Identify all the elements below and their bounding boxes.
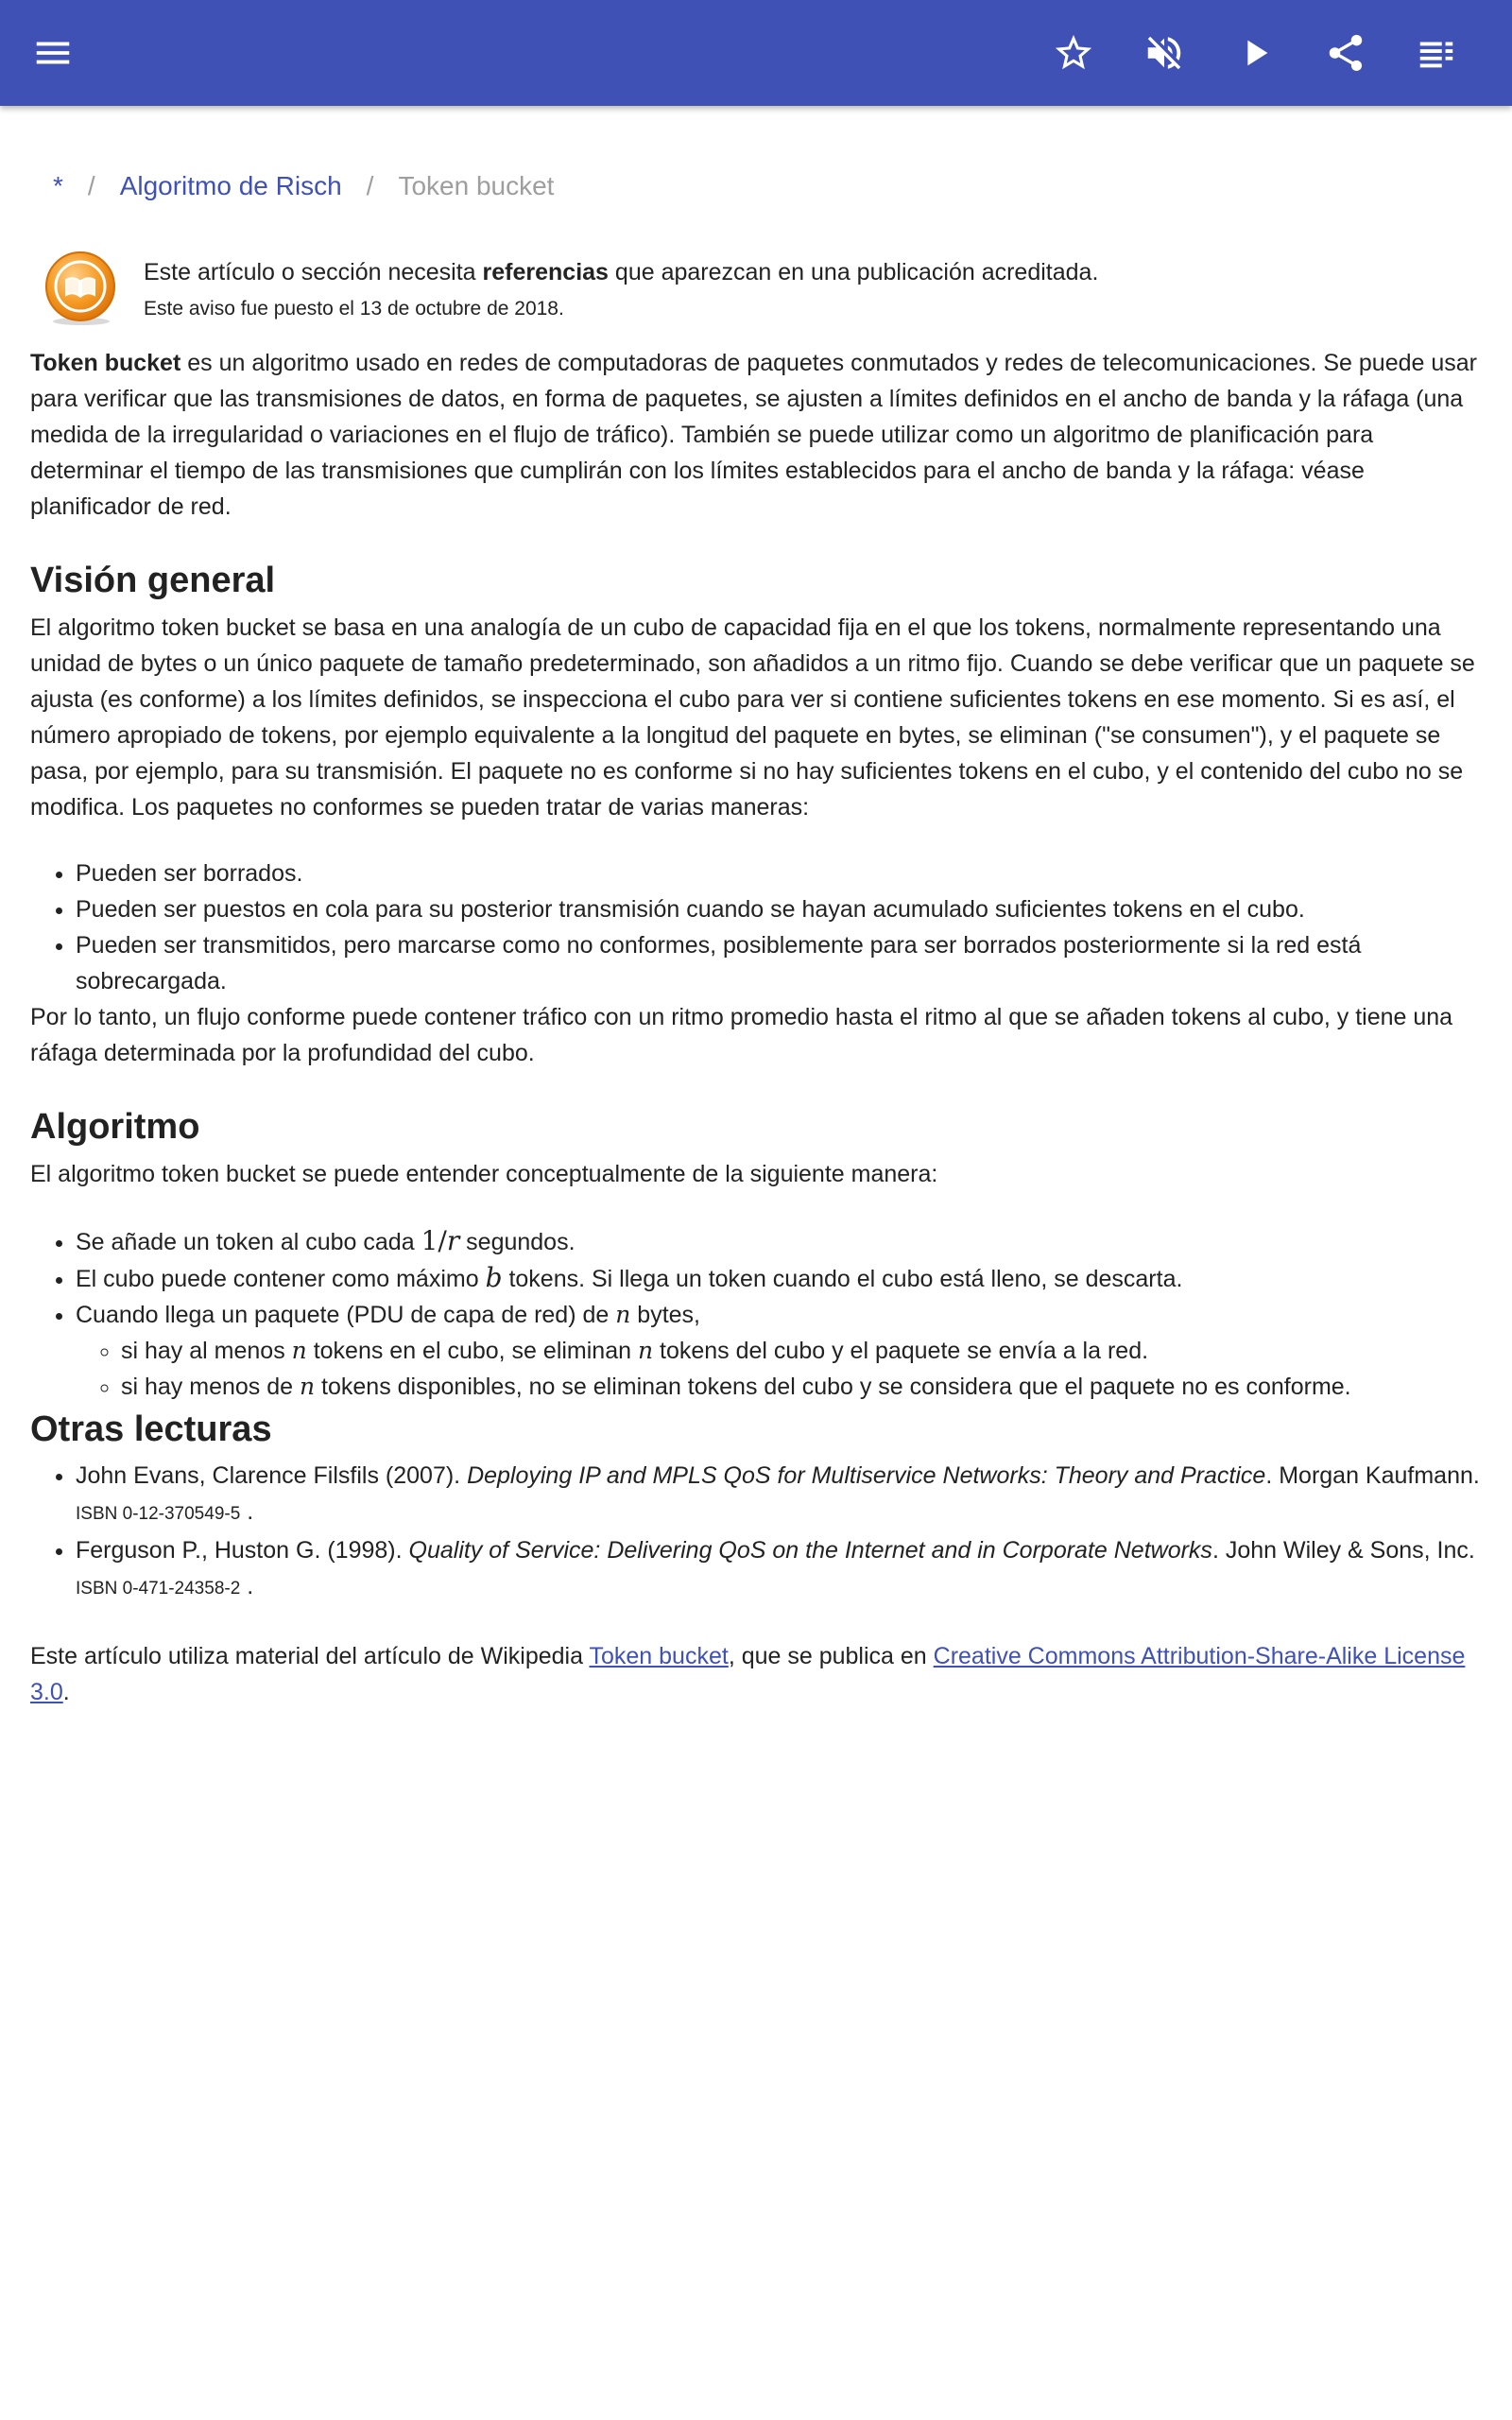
heading-otras-lecturas: Otras lecturas	[30, 1409, 272, 1449]
list-item: ◦ si hay al menos n tokens en el cubo, se eliminan n tokens del cubo y el paquete se envía a la red.	[121, 1333, 1484, 1369]
reference-item: • John Evans, Clarence Filsfils (2007). Deploying IP and MPLS QoS for Multiservice Networks: Theory and Practice. Morgan Kaufmann. ISBN 0-12-370549-5 .	[76, 1458, 1484, 1532]
reference-item: • Ferguson P., Huston G. (1998). Quality of Service: Delivering QoS on the Internet and in Corporate Networks. John Wiley & Sons, Inc. ISBN 0-471-24358-2 .	[76, 1532, 1484, 1607]
attribution-footer: Este artículo utiliza material del artículo de Wikipedia Token bucket, que se publica en Creative Commons Attribution-Share-Alike License 3.0.	[30, 1643, 1466, 1705]
breadcrumb-separator: /	[366, 171, 374, 200]
menu-icon[interactable]	[26, 26, 79, 79]
references-list	[30, 1458, 1484, 1607]
list-item: • Pueden ser borrados.	[76, 856, 1484, 891]
nonconforming-list	[30, 856, 1484, 999]
list-item: • Cuando llega un paquete (PDU de capa de red) de n bytes, ◦ si hay al menos n tokens en el cubo, se eliminan n tokens del cubo y el paquete se envía a la red. ◦ si hay menos de n tokens disponibles, no se eliminan tokens del cubo y se considera que el paquete no es conforme.	[76, 1297, 1484, 1405]
volume-off-icon[interactable]	[1138, 26, 1191, 79]
packet-cases	[76, 1333, 1484, 1405]
book-badge-icon	[42, 250, 119, 327]
breadcrumb-current: Token bucket	[398, 171, 555, 200]
breadcrumb-home-link[interactable]: *	[53, 171, 63, 200]
heading-vision-general: Visión general	[30, 561, 276, 600]
algorithm-intro: El algoritmo token bucket se puede entender conceptualmente de la siguiente manera:	[30, 1161, 938, 1187]
list-item: ◦ si hay menos de n tokens disponibles, no se eliminan tokens del cubo y se considera que el paquete no es conforme.	[121, 1369, 1484, 1405]
breadcrumb-parent-link[interactable]: Algoritmo de Risch	[119, 171, 342, 200]
overview-closing: Por lo tanto, un flujo conforme puede contener tráfico con un ritmo promedio hasta el ritmo al que se añaden tokens al cubo, y tiene una ráfaga determinada por la profundidad del cubo.	[30, 1004, 1453, 1066]
overview-paragraph: El algoritmo token bucket se basa en una analogía de un cubo de capacidad fija en el que los tokens, normalmente representando una unidad de bytes o un único paquete de tamaño predeterminado, son añadidos a un ritmo fijo. Cuando se debe verificar que un paquete se ajusta (es conforme) a los límites definidos, se inspecciona el cubo para ver si contiene suficientes tokens en ese momento. Si es así, el número apropiado de tokens, por ejemplo equivalente a la longitud del paquete en bytes, se eliminan ("se consumen"), y el paquete se pasa, por ejemplo, para su transmisión. El paquete no es conforme si no hay suficientes tokens en el cubo, y el contenido del cubo no se modifica. Los paquetes no conformes se pueden tratar de varias maneras:	[30, 614, 1475, 821]
list-item: • Pueden ser transmitidos, pero marcarse como no conformes, posiblemente para ser borrados posteriormente si la red está sobrecargada.	[76, 927, 1484, 999]
algorithm-steps	[30, 1223, 1484, 1405]
app-bar	[0, 0, 1512, 106]
breadcrumb-separator: /	[87, 171, 95, 200]
token-bucket-wikipedia-link[interactable]: Token bucket	[589, 1643, 729, 1669]
play-icon[interactable]	[1228, 26, 1281, 79]
notice-text: Este artículo o sección necesita referencias que aparezcan en una publicación acreditada.	[144, 259, 1099, 285]
share-icon[interactable]	[1319, 26, 1372, 79]
playlist-icon[interactable]	[1410, 26, 1463, 79]
heading-algoritmo: Algoritmo	[30, 1107, 200, 1147]
intro-paragraph: Token bucket es un algoritmo usado en redes de computadoras de paquetes conmutados y redes de telecomunicaciones. Se puede usar para verificar que las transmisiones de datos, en forma de paquetes, se ajusten a límites definidos en el ancho de banda y la ráfaga (una medida de la irregularidad o variaciones en el flujo de tráfico). También se puede utilizar como un algoritmo de planificación para determinar el tiempo de las transmisiones que cumplirán con los límites establecidos para el ancho de banda y la ráfaga: véase planificador de red.	[30, 350, 1478, 520]
list-item: • Pueden ser puestos en cola para su posterior transmisión cuando se hayan acumulado suficientes tokens en el cubo.	[76, 891, 1484, 927]
notice-date: Este aviso fue puesto el 13 de octubre de 2018.	[144, 298, 564, 320]
star-outline-icon[interactable]	[1047, 26, 1100, 79]
references-notice	[42, 248, 1459, 333]
list-item: • Se añade un token al cubo cada 1/r segundos.	[76, 1223, 1484, 1260]
license-link[interactable]: Creative Commons Attribution-Share-Alike License 3.0	[30, 1643, 1466, 1705]
list-item: • El cubo puede contener como máximo b tokens. Si llega un token cuando el cubo está lleno, se descarta.	[76, 1260, 1484, 1297]
breadcrumb	[53, 171, 554, 201]
